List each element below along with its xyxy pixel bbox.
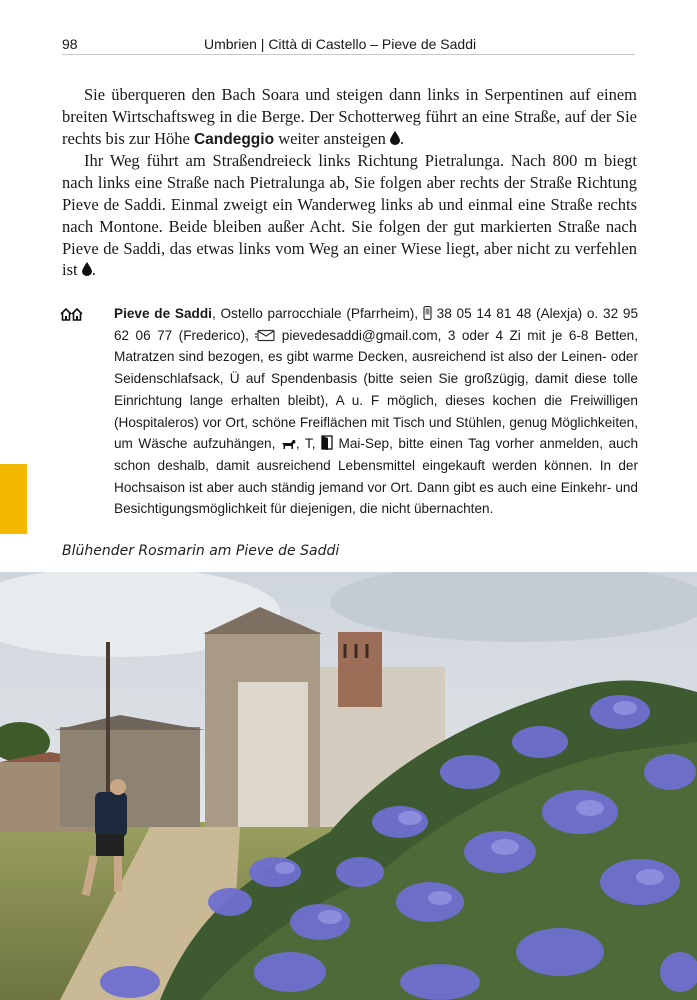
running-header bbox=[62, 36, 635, 55]
email-icon bbox=[255, 329, 275, 342]
rosemary-photo bbox=[0, 572, 697, 1000]
door-icon bbox=[321, 435, 333, 450]
paragraph-1: Sie überqueren den Bach Soara und steigen dann links in Serpentinen auf einem breiten Wirtschaftsweg in die Berge. Der Schotterweg führt an eine Straße, auf der Sie rechts bis zur Höhe Candeggio weiter ansteigen . bbox=[62, 85, 637, 148]
drop-icon bbox=[82, 262, 92, 276]
bell-tower bbox=[338, 632, 382, 707]
dog-icon bbox=[281, 438, 296, 450]
section-tab bbox=[0, 464, 27, 534]
drop-icon bbox=[390, 131, 400, 145]
running-title: Umbrien | Città di Castello – Pieve de Saddi bbox=[204, 36, 477, 52]
photo-caption: Blühender Rosmarin am Pieve de Saddi bbox=[62, 543, 340, 559]
phone-icon bbox=[423, 306, 432, 320]
accommodation-info bbox=[60, 303, 638, 520]
accommodation-icon bbox=[60, 306, 84, 322]
accommodation-name: Pieve de Saddi bbox=[114, 306, 212, 321]
accommodation-text: Pieve de Saddi, Ostello parrocchiale (Pfarrheim), 38 05 14 81 48 (Alexja) o. 32 95 62 06 77 (Frederico), pievedesaddi@gmail.com, 3 oder 4 Zi mit je 6-8 Betten, Matratzen sind bezogen, es gibt warme Decken, ausreichend ist also der Leinen- oder Seidenschlafsack, Ü auf Spendenbasis (bitte seien Sie großzügig, damit diese tolle Einrichtung lange erhalten bleibt), A u. F möglich, dieses kochen die Freiwilligen (Hospitaleros) vor Ort, schöne Freiflächen mit Tisch und Stühlen, genug Möglichkeiten, um Wäsche aufzuhängen, , T, Mai-Sep, bitte einen Tag vorher anmelden, auch schon deshalb, damit ausreichend Lebensmittel eingekauft werden können. In der Hochsaison ist aber auch ständig jemand vor Ort. Dann gibt es auch eine Einkehr- und Besichtigungsmöglichkeit für diejenigen, die nicht übernachten. bbox=[114, 306, 639, 517]
paragraph-2: Ihr Weg führt am Straßendreieck links Richtung Pietralunga. Nach 800 m biegt nach links eine Straße nach Pietralunga ab, Sie folgen aber rechts der Straße Richtung Pieve de Saddi. Einmal zweigt ein Wanderweg links ab und einmal eine Straße rechts nach Montone. Beide bleiben außer Acht. Sie folgen der gut markierten Straße nach Pieve de Saddi, das etwas links vom Weg an einer Wiese liegt, aber nicht zu verfehlen ist . bbox=[62, 151, 637, 280]
route-description bbox=[62, 84, 637, 281]
page-number: 98 bbox=[62, 36, 78, 52]
waypoint-candeggio: Candeggio bbox=[193, 130, 275, 148]
barn bbox=[60, 727, 200, 827]
